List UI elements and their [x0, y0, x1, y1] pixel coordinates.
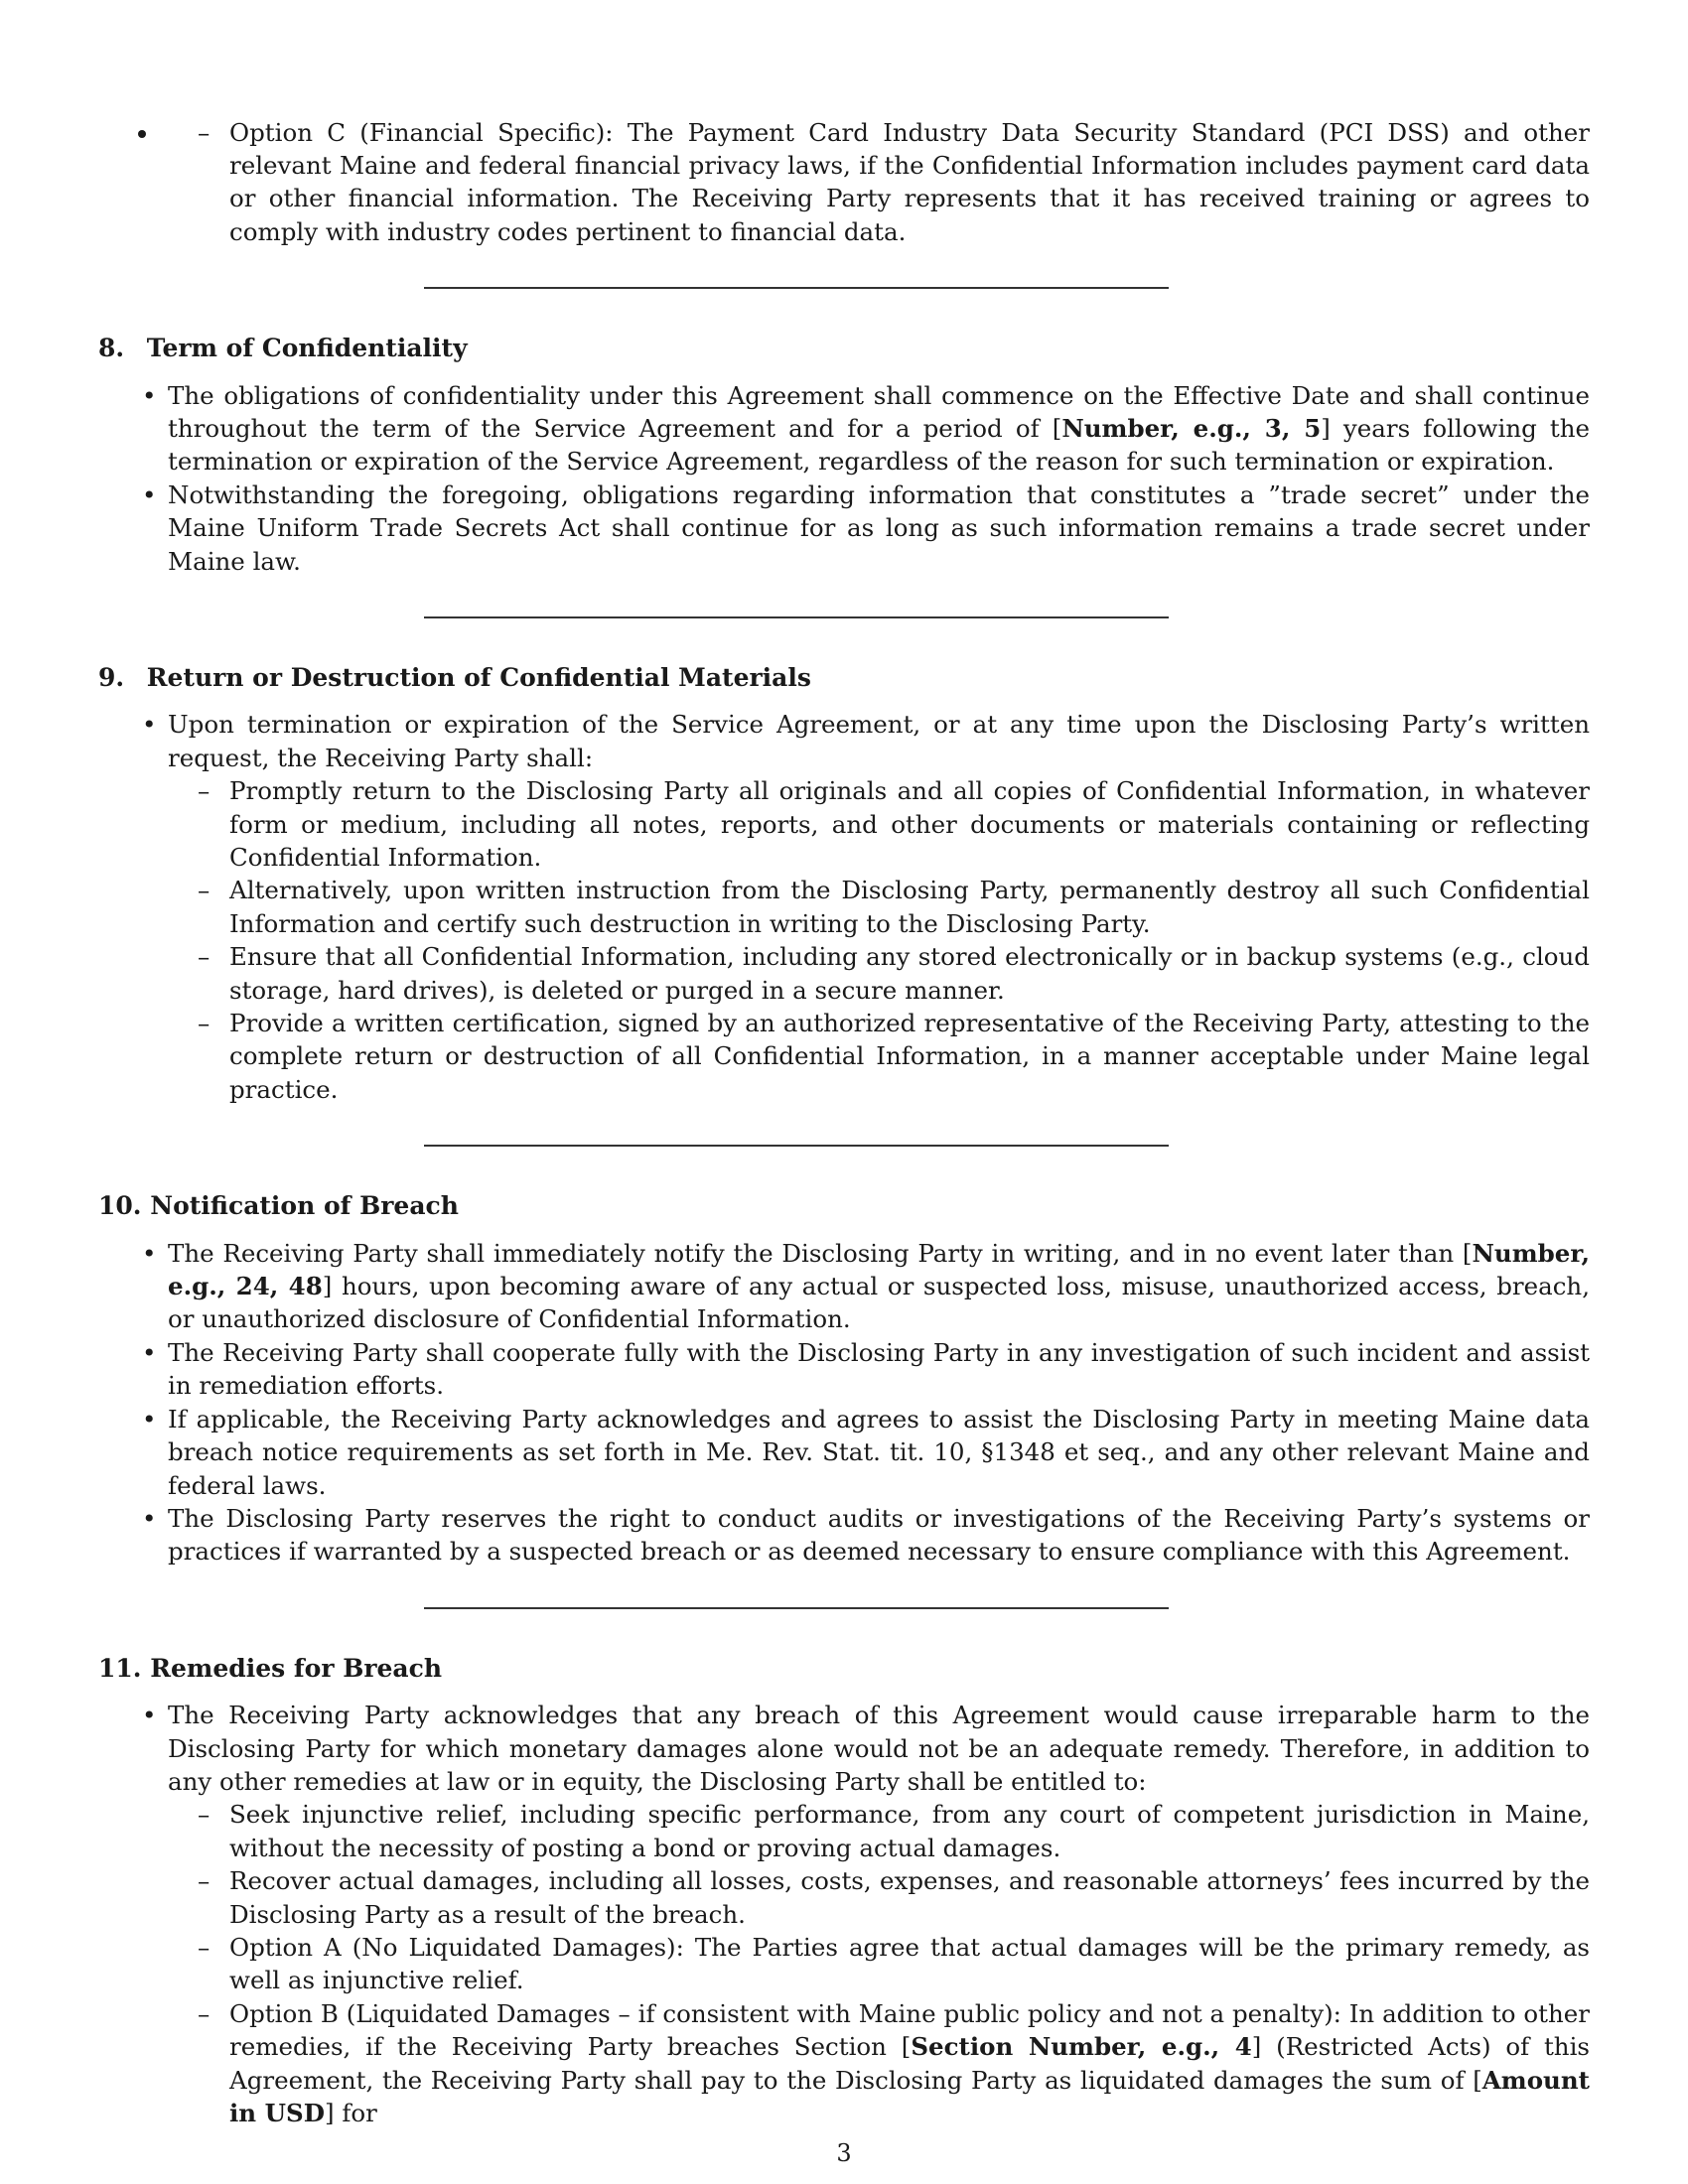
section-number: 10.: [98, 1191, 142, 1221]
list-item: [98, 1336, 1590, 1403]
text-run: Notwithstanding the foregoing, obligations regarding information that constitutes a ”trade secret” under the Maine Uniform Trade Secrets Act shall continue for as long as such information remains a trade secret under Maine law.: [168, 479, 1590, 576]
list-item: [98, 1699, 1590, 2129]
text-run: Recover actual damages, including all losses, costs, expenses, and reasonable attorneys’ fees incurred by the Disclosing Party as a result of the breach.: [229, 1866, 1590, 1929]
text-run: The Receiving Party acknowledges that any breach of this Agreement would cause irreparable harm to the Disclosing Party for which monetary damages alone would not be an adequate remedy. Therefore, in addition to any other remedies at law or in equity, the Disclosing Party shall be entitled to:: [168, 1701, 1590, 1796]
section-number: 9.: [98, 662, 125, 692]
text-run: Option A (No Liquidated Damages): The Parties agree that actual damages will be the primary remedy, as well as injunctive relief.: [229, 1932, 1590, 1995]
placeholder-field: Section Number, e.g., 4: [911, 2032, 1252, 2062]
sublist-item: [168, 1931, 1590, 1997]
text-run: Ensure that all Confidential Information, including any stored electronically or in backup systems (e.g., cloud storage, hard drives), is deleted or purged in a secure manner.: [229, 942, 1590, 1005]
section-heading-10: [98, 1189, 1590, 1222]
text-run: The obligations of confidentiality under this Agreement shall commence on the Effective Date and shall continue throughout the term of the Service Agreement and for a period of [: [168, 380, 1590, 443]
option-c-text: Option C (Financial Specific): The Payment Card Industry Data Security Standard (PCI DSS) and other relevant Maine and federal financial privacy laws, if the Confidential Information includes payment card data or other financial information. The Receiving Party represents that it has received training or agrees to comply with industry codes pertinent to financial data.: [229, 117, 1590, 246]
section-10-list: [98, 1237, 1590, 1569]
list-item: [98, 1237, 1590, 1336]
sublist-item: [168, 774, 1590, 874]
section-8-list: [98, 379, 1590, 578]
section-divider: [424, 616, 1169, 618]
list-item: [98, 1403, 1590, 1502]
text-run: Option B (Liquidated Damages – if consistent with Maine public policy and not a penalty): In addition to other remedies, if the Receiving Party breaches Section [: [229, 1998, 1590, 2062]
section-heading-8: [98, 332, 1590, 364]
text-run: ] for: [324, 2099, 377, 2127]
document-page: [98, 91, 1590, 2129]
section-divider: [424, 1145, 1169, 1147]
list-item: [98, 1502, 1590, 1569]
text-run: Alternatively, upon written instruction from the Disclosing Party, permanently destroy all such Confidential Information and certify such destruction in writing to the Disclosing Party.: [229, 876, 1590, 938]
section-title: Term of Confidentiality: [146, 334, 468, 363]
text-run: ] years following the termination or expiration of the Service Agreement, regardless of the reason for such termination or expiration.: [168, 413, 1590, 477]
continued-option-list: [98, 116, 1590, 249]
text-run: Provide a written certification, signed by an authorized representative of the Receiving Party, attesting to the complete return or destruction of all Confidential Information, in a manner acceptable under Maine legal practice.: [229, 1009, 1590, 1104]
sublist-item: [168, 940, 1590, 1007]
section-9-sublist: [168, 774, 1590, 1106]
section-title: Return or Destruction of Confidential Materials: [146, 662, 811, 692]
placeholder-field: Number, e.g., 3, 5: [1061, 413, 1322, 443]
text-run: ] hours, upon becoming aware of any actual or suspected loss, misuse, unauthorized access, breach, or unauthorized disclosure of Confidential Information.: [168, 1272, 1591, 1334]
text-run: ] (Restricted Acts) of this Agreement, the Receiving Party shall pay to the Disclosing Party as liquidated damages the sum of [: [229, 2032, 1590, 2095]
list-item: [98, 708, 1590, 1106]
text-run: Seek injunctive relief, including specific performance, from any court of competent jurisdiction in Maine, without the necessity of posting a bond or proving actual damages.: [229, 1800, 1590, 1862]
option-c-item: [160, 116, 1590, 249]
text-run: The Disclosing Party reserves the right to conduct audits or investigations of the Receiving Party’s systems or practices if warranted by a suspected breach or as deemed necessary to ensure compliance with this Agreement.: [168, 1503, 1590, 1567]
text-run: If applicable, the Receiving Party acknowledges and agrees to assist the Disclosing Party in meeting Maine data breach notice requirements as set forth in Me. Rev. Stat. tit. 10, §1348 et seq., and any other relevant Maine and federal laws.: [168, 1404, 1590, 1500]
placeholder-field: Number, e.g., 24, 48: [168, 1238, 1590, 1301]
section-heading-11: [98, 1652, 1590, 1685]
placeholder-field: Amount in USD: [229, 2065, 1590, 2127]
section-title: Notification of Breach: [150, 1191, 459, 1221]
section-number: 11.: [98, 1653, 142, 1683]
sublist-item: [168, 1007, 1590, 1106]
section-heading-9: [98, 661, 1590, 694]
section-11-list: [98, 1699, 1590, 2129]
text-run: Promptly return to the Disclosing Party all originals and all copies of Confidential Information, in whatever form or medium, including all notes, reports, and other documents or materials containing or reflecting Confidential Information.: [229, 776, 1590, 872]
section-divider: [424, 1607, 1169, 1609]
text-run: The Receiving Party shall cooperate fully with the Disclosing Party in any investigation of such incident and assist in remediation efforts.: [168, 1337, 1590, 1401]
page-number: 3: [836, 2139, 852, 2167]
section-title: Remedies for Breach: [150, 1653, 443, 1683]
sublist-item: [168, 1798, 1590, 1864]
list-item: [98, 379, 1590, 478]
text-run: Upon termination or expiration of the Service Agreement, or at any time upon the Disclosing Party’s written request, the Receiving Party shall:: [168, 710, 1590, 772]
sublist-item: [168, 1864, 1590, 1931]
section-divider: [424, 287, 1169, 289]
section-9-list: [98, 708, 1590, 1106]
text-run: The Receiving Party shall immediately notify the Disclosing Party in writing, and in no event later than [: [168, 1238, 1473, 1268]
section-number: 8.: [98, 334, 125, 363]
list-item: [98, 478, 1590, 578]
sublist-item: [168, 1997, 1590, 2130]
sublist-item: [168, 874, 1590, 940]
section-11-sublist: [168, 1798, 1590, 2129]
